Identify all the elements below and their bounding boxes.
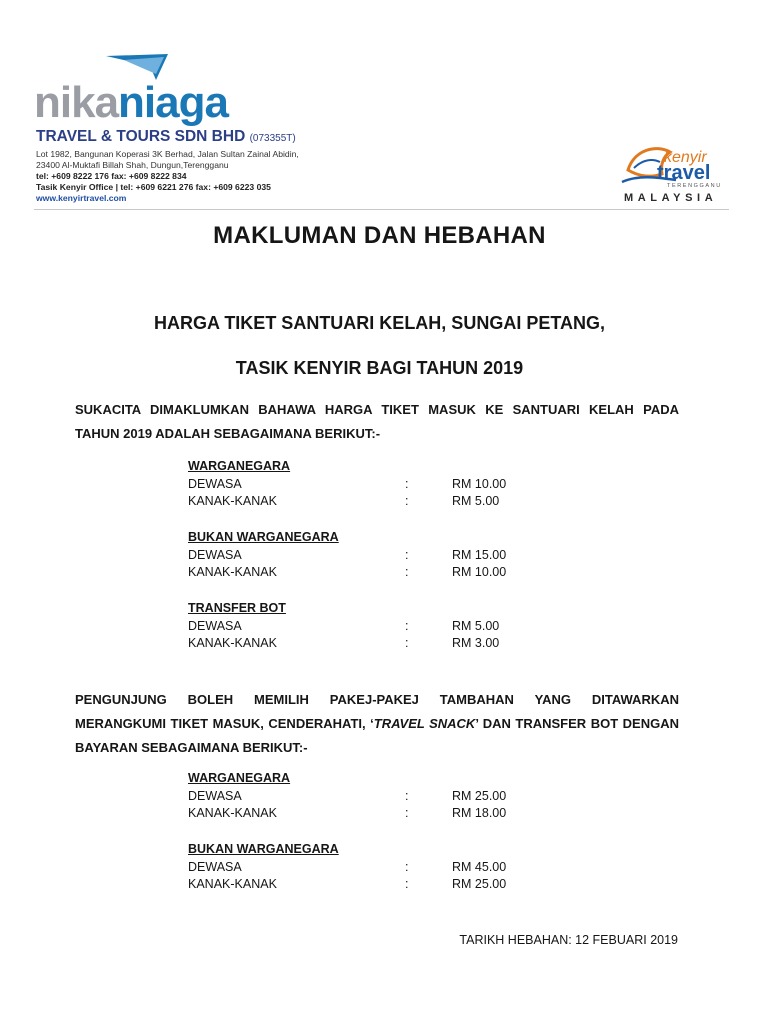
price-row <box>188 860 518 877</box>
price-label: KANAK-KANAK <box>188 806 277 820</box>
price-value: RM 10.00 <box>452 477 507 491</box>
company-name-text: TRAVEL & TOURS SDN BHD <box>36 128 246 145</box>
price-value: RM 10.00 <box>452 565 507 579</box>
price-row <box>188 548 518 565</box>
travel-snack-text: TRAVEL SNACK <box>373 716 476 731</box>
price-separator: : <box>405 619 409 633</box>
swoosh-logo-icon <box>106 54 168 80</box>
price-label: DEWASA <box>188 619 242 633</box>
price-label: KANAK-KANAK <box>188 494 277 508</box>
price-separator: : <box>405 860 409 874</box>
package-line-2 <box>75 712 679 736</box>
price-separator: : <box>405 477 409 491</box>
price-label: DEWASA <box>188 860 242 874</box>
price-label: DEWASA <box>188 789 242 803</box>
package-line-2-end: ’ DAN TRANSFER BOT DENGAN <box>475 716 679 731</box>
company-logo <box>34 78 228 128</box>
package-line-1: PENGUNJUNG BOLEH MEMILIH PAKEJ-PAKEJ TAMBAHAN YANG DITAWARKAN <box>75 692 679 707</box>
package-paragraph <box>75 688 679 760</box>
price-separator: : <box>405 636 409 650</box>
contact-line-2: Tasik Kenyir Office | tel: +609 6221 276 fax: +609 6223 035 <box>36 182 271 192</box>
address-line-2: 23400 Al-Muktafi Billah Shah, Dungun,Terengganu <box>36 160 229 170</box>
address-line-1: Lot 1982, Bangunan Koperasi 3K Berhad, Jalan Sultan Zainal Abidin, <box>36 149 299 159</box>
contact-line-1: tel: +609 8222 176 fax: +609 8222 834 <box>36 171 187 181</box>
announcement-date: TARIKH HEBAHAN: 12 FEBUARI 2019 <box>459 933 678 947</box>
malaysia-logo-word: MALAYSIA <box>624 192 718 204</box>
page-title: MAKLUMAN DAN HEBAHAN <box>213 222 546 249</box>
package-line-2-start: MERANGKUMI TIKET MASUK, CENDERAHATI, ‘ <box>75 716 374 731</box>
price-value: RM 45.00 <box>452 860 507 874</box>
price-value: RM 15.00 <box>452 548 507 562</box>
price-value: RM 25.00 <box>452 877 507 891</box>
section-title-warganegara: WARGANEGARA <box>188 459 291 473</box>
price-row <box>188 494 518 511</box>
price-value: RM 3.00 <box>452 636 500 650</box>
intro-line-1: SUKACITA DIMAKLUMKAN BAHAWA HARGA TIKET MASUK KE SANTUARI KELAH PADA <box>75 402 679 417</box>
price-row <box>188 877 518 894</box>
price-row <box>188 636 518 653</box>
terengganu-logo-word: TERENGGANU <box>667 183 722 189</box>
price-separator: : <box>405 565 409 579</box>
intro-line-2: TAHUN 2019 ADALAH SEBAGAIMANA BERIKUT:- <box>75 426 381 441</box>
price-label: KANAK-KANAK <box>188 877 277 891</box>
kenyir-logo-word: kenyir <box>664 149 707 166</box>
website-link[interactable]: www.kenyirtravel.com <box>36 193 127 203</box>
price-label: DEWASA <box>188 548 242 562</box>
price-value: RM 18.00 <box>452 806 507 820</box>
price-row <box>188 477 518 494</box>
price-value: RM 25.00 <box>452 789 507 803</box>
price-separator: : <box>405 806 409 820</box>
section-title-bukan-warganegara: BUKAN WARGANEGARA <box>188 530 339 544</box>
intro-paragraph <box>75 398 679 446</box>
package-title-warganegara: WARGANEGARA <box>188 771 291 785</box>
price-value: RM 5.00 <box>452 494 500 508</box>
logo-text-niaga: niaga <box>118 78 228 127</box>
package-line-3: BAYARAN SEBAGAIMANA BERIKUT:- <box>75 740 308 755</box>
logo-text-nika: nika <box>34 78 119 127</box>
price-label: KANAK-KANAK <box>188 565 277 579</box>
company-reg-number: (073355T) <box>249 133 296 144</box>
price-separator: : <box>405 789 409 803</box>
section-title-transfer-bot: TRANSFER BOT <box>188 601 286 615</box>
price-value: RM 5.00 <box>452 619 500 633</box>
travel-logo-word: travel <box>657 162 711 184</box>
price-label: KANAK-KANAK <box>188 636 277 650</box>
subtitle-line-1: HARGA TIKET SANTUARI KELAH, SUNGAI PETANG, <box>153 313 605 333</box>
price-separator: : <box>405 494 409 508</box>
price-row <box>188 619 518 636</box>
price-row <box>188 565 518 582</box>
price-separator: : <box>405 548 409 562</box>
price-separator: : <box>405 877 409 891</box>
package-title-bukan-warganegara: BUKAN WARGANEGARA <box>188 842 339 856</box>
header-divider <box>34 209 729 210</box>
company-name <box>36 128 296 146</box>
price-row <box>188 806 518 823</box>
subtitle-line-2: TASIK KENYIR BAGI TAHUN 2019 <box>235 358 524 378</box>
price-label: DEWASA <box>188 477 242 491</box>
price-row <box>188 789 518 806</box>
